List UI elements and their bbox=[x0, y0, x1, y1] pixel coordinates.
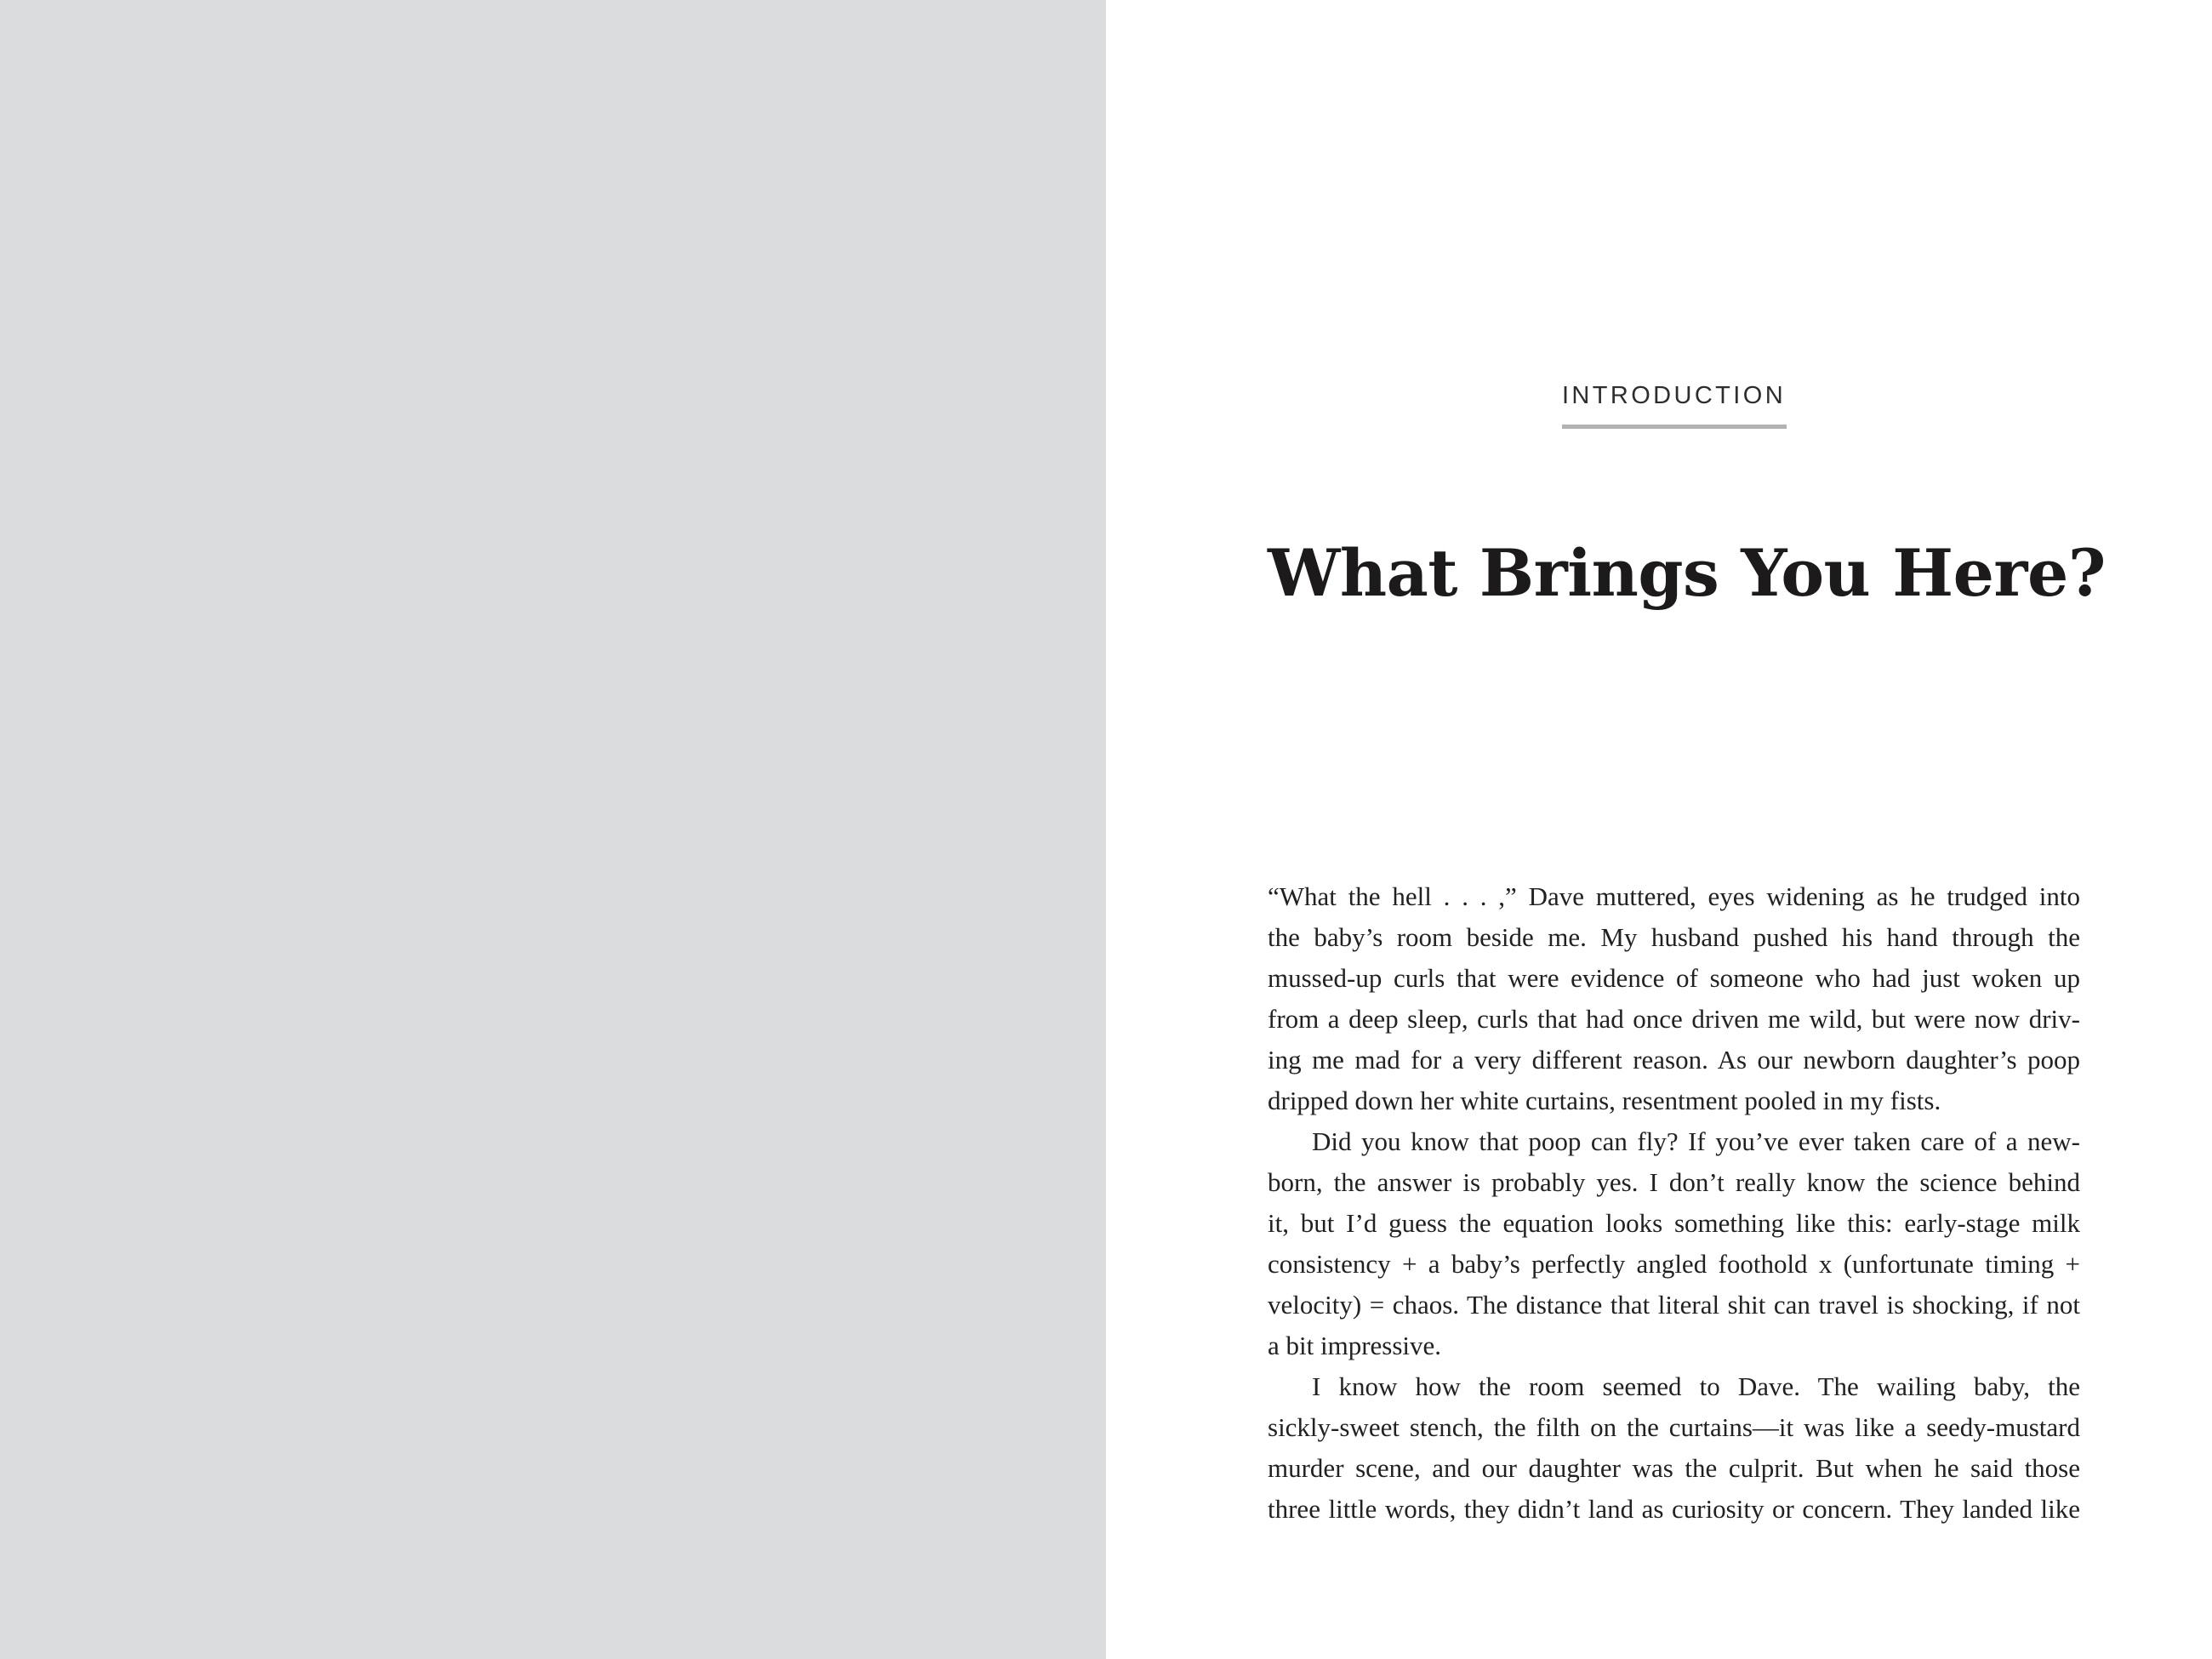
text-line: three little words, they didn’t land as curiosity or concern. They landed like bbox=[1268, 1494, 2080, 1524]
text-line: murder scene, and our daughter was the culprit. But when he said those bbox=[1268, 1453, 2080, 1483]
text-line: Did you know that poop can fly? If you’ve ever taken care of a new- bbox=[1312, 1126, 2080, 1156]
text-line: consistency + a baby’s perfectly angled foothold x (unfortunate timing + bbox=[1268, 1249, 2080, 1279]
text-line: the baby’s room beside me. My husband pushed his hand through the bbox=[1268, 922, 2080, 952]
text-line: mussed-up curls that were evidence of someone who had just woken up bbox=[1268, 963, 2080, 993]
body-text bbox=[1268, 876, 2080, 1530]
chapter-kicker: INTRODUCTION bbox=[1561, 382, 1787, 409]
text-line: velocity) = chaos. The distance that literal shit can travel is shocking, if not bbox=[1268, 1290, 2080, 1320]
text-line: dripped down her white curtains, resentment pooled in my fists. bbox=[1268, 1086, 1941, 1115]
text-line: ing me mad for a very different reason. As our newborn daughter’s poop bbox=[1268, 1045, 2080, 1075]
chapter-title: What Brings You Here? bbox=[1268, 535, 2106, 611]
text-column bbox=[1268, 0, 2106, 1659]
text-line: sickly-sweet stench, the filth on the curtains—it was like a seedy-mustard bbox=[1268, 1412, 2080, 1442]
kicker-underline-rule bbox=[1562, 425, 1787, 429]
text-line: born, the answer is probably yes. I don’t really know the science behind bbox=[1268, 1167, 2080, 1197]
text-line: from a deep sleep, curls that had once driven me wild, but were now driv- bbox=[1268, 1004, 2080, 1034]
text-line: a bit impressive. bbox=[1268, 1331, 1442, 1360]
text-line: it, but I’d guess the equation looks something like this: early-stage milk bbox=[1268, 1208, 2080, 1238]
text-line: “What the hell . . . ,” Dave muttered, eyes widening as he trudged into bbox=[1268, 881, 2080, 911]
text-line: I know how the room seemed to Dave. The wailing baby, the bbox=[1312, 1371, 2080, 1401]
